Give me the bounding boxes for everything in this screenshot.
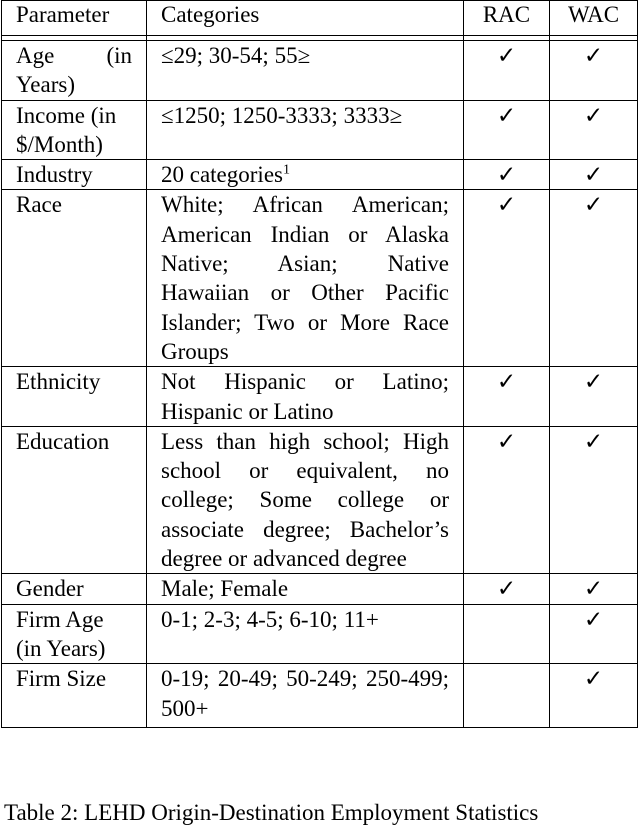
row-categories: 0-19; 20-49; 50-249; 250-499; 500+ [147, 664, 464, 728]
wac-check-icon: ✓ [550, 367, 638, 427]
wac-check-icon: ✓ [550, 100, 638, 160]
table-caption: Table 2: LEHD Origin-Destination Employment Statistics [4, 800, 539, 825]
wac-check-icon: ✓ [550, 604, 638, 664]
table-row [2, 41, 638, 101]
row-parameter: Income (in $/Month) [2, 100, 147, 160]
row-parameter: Firm Size [2, 664, 147, 728]
header-categories: Categories [147, 1, 464, 36]
row-categories [147, 160, 464, 190]
row-parameter: Age (in Years) [2, 41, 147, 101]
row-parameter: Firm Age (in Years) [2, 604, 147, 664]
wac-check-icon: ✓ [550, 41, 638, 101]
table-row [2, 367, 638, 427]
row-parameter: Race [2, 190, 147, 367]
header-wac: WAC [550, 1, 638, 36]
row-categories: ≤1250; 1250-3333; 3333≥ [147, 100, 464, 160]
table-row [2, 604, 638, 664]
rac-check-icon: ✓ [464, 367, 550, 427]
row-categories: Not Hispanic or Latino; Hispanic or Latino [147, 367, 464, 427]
row-categories: Less than high school; High school or equivalent, no college; Some college or associate degree; Bachelor’s degree or advanced degree [147, 426, 464, 573]
parameters-table [1, 0, 638, 728]
table-row [2, 664, 638, 728]
table-row [2, 426, 638, 573]
table-header-row [2, 1, 638, 36]
rac-check-icon [464, 604, 550, 664]
table-row [2, 160, 638, 190]
wac-check-icon: ✓ [550, 426, 638, 573]
rac-check-icon: ✓ [464, 100, 550, 160]
rac-check-icon: ✓ [464, 160, 550, 190]
row-parameter: Ethnicity [2, 367, 147, 427]
rac-check-icon: ✓ [464, 426, 550, 573]
rac-check-icon: ✓ [464, 190, 550, 367]
row-categories-text: 20 categories [161, 162, 283, 188]
row-categories: Male; Female [147, 574, 464, 604]
wac-check-icon: ✓ [550, 160, 638, 190]
rac-check-icon [464, 664, 550, 728]
footnote-marker: 1 [282, 162, 290, 178]
wac-check-icon: ✓ [550, 574, 638, 604]
table-row [2, 190, 638, 367]
header-parameter: Parameter [2, 1, 147, 36]
wac-check-icon: ✓ [550, 190, 638, 367]
rac-check-icon: ✓ [464, 574, 550, 604]
row-parameter: Gender [2, 574, 147, 604]
row-categories: 0-1; 2-3; 4-5; 6-10; 11+ [147, 604, 464, 664]
table-row [2, 574, 638, 604]
header-rac: RAC [464, 1, 550, 36]
rac-check-icon: ✓ [464, 41, 550, 101]
row-parameter: Education [2, 426, 147, 573]
table-row [2, 100, 638, 160]
row-categories: ≤29; 30-54; 55≥ [147, 41, 464, 101]
row-parameter: Industry [2, 160, 147, 190]
wac-check-icon: ✓ [550, 664, 638, 728]
row-categories: White; African American; American Indian or Alaska Native; Asian; Native Hawaiian or Other Pacific Islander; Two or More Race Groups [147, 190, 464, 367]
